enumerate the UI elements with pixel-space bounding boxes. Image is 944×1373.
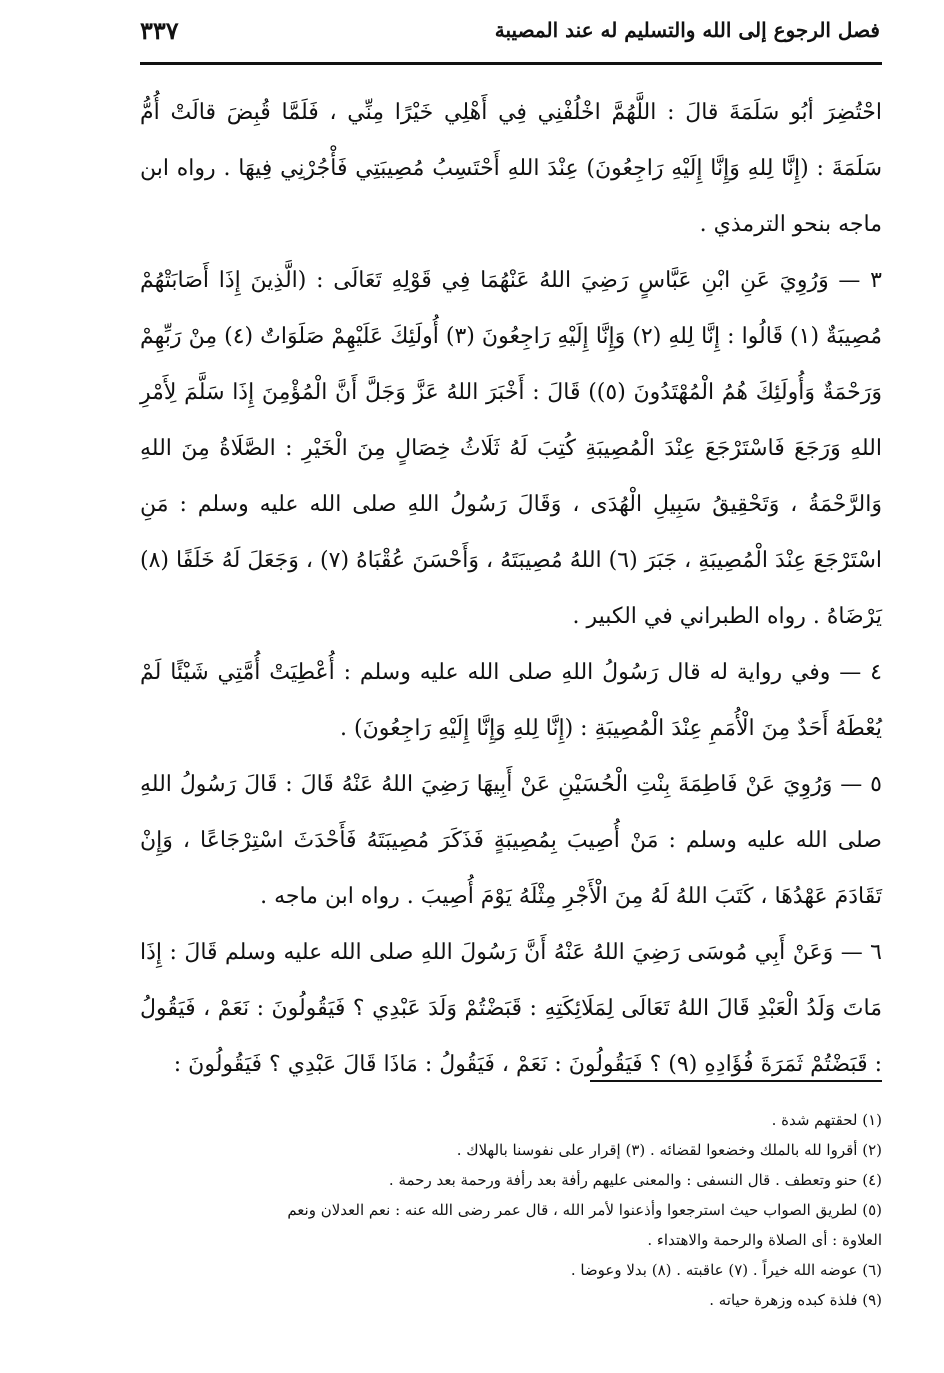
footnote-line: (٦) عوضه الله خيراً . (٧) عاقبته . (٨) بدلا وعوضا .: [570, 1261, 882, 1279]
footnote-line: (١) لحقتهم شدة .: [771, 1111, 882, 1129]
page-number: ٣٣٧: [140, 15, 179, 45]
paragraph-1: احْتُضِرَ أبُو سَلَمَةَ قالَ : اللَّهُمَّ اخْلُفْنِي فِي أَهْلِي خَيْرًا مِنِّي ، فَلَمَّا قُبِضَ قالَتْ أُمُّ سَلَمَةَ : (إِنَّا لِلهِ وَإِنَّا إِلَيْهِ رَاجِعُونَ) عِنْدَ اللهِ أَحْتَسِبُ مُصِيبَتِي فَأْجُرْنِي فِيهَا . رواه ابن ماجه بنحو الترمذي .: [140, 100, 882, 237]
footnote-line: العلاوة : أى الصلاة والرحمة والاهتداء .: [647, 1231, 882, 1249]
footnote-line: (٢) أقروا لله بالملك وخضعوا لقضائه . (٣) إقرار على نفوسنا بالهلاك .: [456, 1141, 882, 1159]
footnotes: [140, 1105, 882, 1315]
paragraph-4: ٥ — وَرُوِيَ عَنْ فَاطِمَةَ بِنْتِ الْحُسَيْنِ عَنْ أَبِيهَا رَضِيَ اللهُ عَنْهُ قَالَ : قَالَ رَسُولُ اللهِ صلى الله عليه وسلم : مَنْ أُصِيبَ بِمُصِيبَةٍ فَذَكَرَ مُصِيبَتَهُ فَأَحْدَثَ اسْتِرْجَاعًا ، وَإِنْ تَقَادَمَ عَهْدُهَا ، كَتَبَ اللهُ لَهُ مِنَ الْأَجْرِ مِثْلَهُ يَوْمَ أُصِيبَ . رواه ابن ماجه .: [140, 772, 882, 909]
footnote-line: (٤) حنو وتعطف . قال النسفى : والمعنى عليهم رأفة بعد رأفة ورحمة بعد رحمة .: [388, 1171, 882, 1189]
footnote-line: (٩) فلذة كبده وزهرة حياته .: [709, 1291, 882, 1309]
paragraph-3: ٤ — وفي رواية له قال رَسُولُ اللهِ صلى الله عليه وسلم : أُعْطِيَتْ أُمَّتِي شَيْئًا لَمْ يُعْطَهُ أَحَدٌ مِنَ الْأُمَمِ عِنْدَ الْمُصِيبَةِ : (إِنَّا لِلهِ وَإِنَّا إِلَيْهِ رَاجِعُونَ) .: [140, 660, 882, 741]
page-header: [140, 8, 880, 52]
paragraph-5: ٦ — وَعَنْ أَبِي مُوسَى رَضِيَ اللهُ عَنْهُ أَنَّ رَسُولَ اللهِ صلى الله عليه وسلم قَالَ : إِذَا مَاتَ وَلَدُ الْعَبْدِ قَالَ اللهُ تَعَالَى لِمَلَائِكَتِهِ : قَبَضْتُمْ وَلَدَ عَبْدِي ؟ فَيَقُولُونَ : نَعَمْ ، فَيَقُولُ : قَبَضْتُمْ ثَمَرَةَ فُؤَادِهِ (٩) ؟ فَيَقُولُونَ : نَعَمْ ، فَيَقُولُ : مَاذَا قَالَ عَبْدِي ؟ فَيَقُولُونَ :: [140, 940, 882, 1077]
footnote-line: (٥) لطريق الصواب حيث استرجعوا وأذعنوا لأمر الله ، قال عمر رضى الله عنه : نعم العدلان ونعم: [287, 1201, 882, 1219]
footnote-rule: [590, 1080, 882, 1082]
header-rule: [140, 62, 882, 65]
running-title: فصل الرجوع إلى الله والتسليم له عند المصيبة: [494, 18, 880, 42]
main-text: [140, 85, 882, 1093]
paragraph-2: ٣ — وَرُوِيَ عَنِ ابْنِ عَبَّاسٍ رَضِيَ اللهُ عَنْهُمَا فِي قَوْلِهِ تَعَالَى : (الَّذِينَ إِذَا أَصَابَتْهُمْ مُصِيبَةٌ (١) قَالُوا : إِنَّا لِلهِ (٢) وَإِنَّا إِلَيْهِ رَاجِعُونَ (٣) أُولَئِكَ عَلَيْهِمْ صَلَوَاتٌ (٤) مِنْ رَبِّهِمْ وَرَحْمَةٌ وَأُولَئِكَ هُمُ الْمُهْتَدُونَ (٥)) قَالَ : أَخْبَرَ اللهُ عَزَّ وَجَلَّ أَنَّ الْمُؤْمِنَ إِذَا سَلَّمَ لِأَمْرِ اللهِ وَرَجَعَ فَاسْتَرْجَعَ عِنْدَ الْمُصِيبَةِ كُتِبَ لَهُ ثَلَاثُ خِصَالٍ مِنَ الْخَيْرِ : الصَّلَاةُ مِنَ اللهِ وَالرَّحْمَةُ ، وَتَحْقِيقُ سَبِيلِ الْهُدَى ، وَقَالَ رَسُولُ اللهِ صلى الله عليه وسلم : مَنِ اسْتَرْجَعَ عِنْدَ الْمُصِيبَةِ ، جَبَرَ (٦) اللهُ مُصِيبَتَهُ ، وَأَحْسَنَ عُقْبَاهُ (٧) ، وَجَعَلَ لَهُ خَلَفًا (٨) يَرْضَاهُ . رواه الطبراني في الكبير .: [140, 268, 883, 629]
